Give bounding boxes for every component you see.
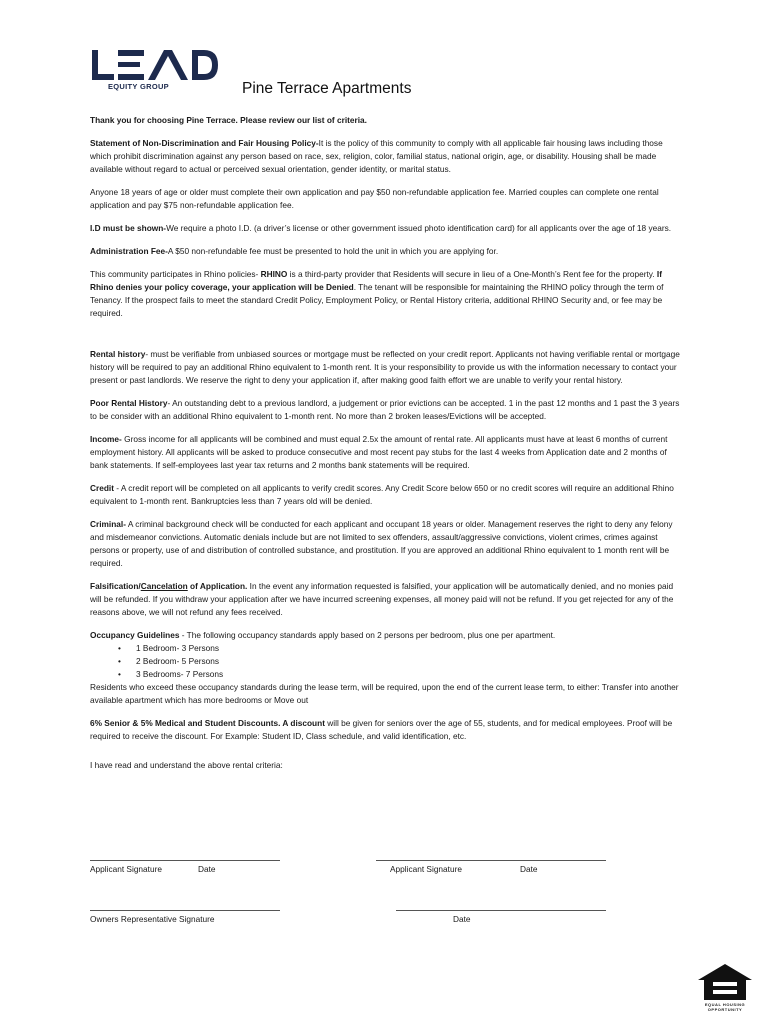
list-item: • 3 Bedrooms- 7 Persons bbox=[90, 668, 686, 681]
poor-rental-history-paragraph: Poor Rental History- An outstanding debt to a previous landlord, a judgement or prior evictions can be accepted. 1 in the past 12 months and 1 past the 3 years to be consider with an additional Rhino equivalent to 1-month rent. No more than 2 broken leases/Evictions will be accepted. bbox=[90, 398, 680, 421]
nondiscrimination-paragraph: Statement of Non-Discrimination and Fair Housing Policy-It is the policy of this community to comply with all applicable fair housing laws including those which prohibit discrimination against any person based on race, sex, religion, color, familial status, national origin, age, or disability. Housing shall be made available without regard to actual or perceived sexual orientation, gender identity, or marital status. bbox=[90, 138, 663, 174]
credit-paragraph: Credit - A credit report will be completed on all applicants to verify credit scores. Any Credit Score below 650 or no credit scores will require an additional Rhino equivalent to 1-month rent. Bankruptcies less than 7 years old will be denied. bbox=[90, 483, 674, 506]
id-paragraph: I.D must be shown-We require a photo I.D. (a driver’s license or other government issued photo identification card) for all applicants over the age of 18 years. bbox=[90, 223, 672, 233]
falsification-paragraph: Falsification/Cancelation of Application. In the event any information requested is falsified, your application will be automatically denied, and no monies paid will be refunded. If you withdraw your application after we have incurred screening expenses, all money paid will not be refund. If you get rejected for any of the reasons above, we will not refund any fees received. bbox=[90, 581, 674, 617]
rental-history-paragraph: Rental history- must be verifiable from unbiased sources or mortgage must be reflected on your credit report. Applicants not having verifiable rental or mortgage history will be required to pay an additional Rhino equivalent to 1-month rent. It is your responsibility to provide us with the information necessary to contact your present or past landlords. We reserve the right to deny your application if, after making good faith effort we are unable to verify your rental history. bbox=[90, 349, 680, 385]
admin-fee-paragraph: Administration Fee-A $50 non-refundable fee must be presented to hold the unit in which you are applying for. bbox=[90, 246, 499, 256]
criteria-document bbox=[90, 114, 686, 782]
applicant-signature-label-2: Applicant Signature bbox=[390, 864, 462, 874]
page-title: Pine Terrace Apartments bbox=[242, 80, 412, 97]
criminal-paragraph: Criminal- A criminal background check will be conducted for each applicant and occupant 18 years or older. Management reserves the right to deny any felony and misdemeanor convictions. Automatic denials include but are not limited to sex offenders, assault/aggressive convictions, violent crimes, crimes against persons or property, use of and distribution of controlled substance, and prostitution. If you are approved an additional Rhino equivalent to 1 month rent will be required. bbox=[90, 519, 673, 568]
date-label-1: Date bbox=[198, 864, 216, 874]
income-paragraph: Income- Gross income for all applicants will be combined and must equal 2.5x the amount of rental rate. All applicants must have at least 6 months of current employment history. All applicants will be asked to produce consecutive and most recent pay stubs for the last 4 weeks from Application date and 2 months of bank statements. If self-employees last year tax returns and 2 months bank statements will be required. bbox=[90, 434, 668, 470]
applicant-signature-label-1: Applicant Signature bbox=[90, 864, 162, 874]
age-paragraph: Anyone 18 years of age or older must complete their own application and pay $50 non-refundable application fee. Married couples can complete one rental application and pay $75 non-refundable application fee. bbox=[90, 187, 659, 210]
applicant-signature-line-2[interactable] bbox=[376, 860, 606, 861]
acknowledge-text: I have read and understand the above rental criteria: bbox=[90, 760, 283, 770]
owner-date-line[interactable] bbox=[396, 910, 606, 911]
list-item: • 2 Bedroom- 5 Persons bbox=[90, 655, 686, 668]
list-item: • 1 Bedroom- 3 Persons bbox=[90, 642, 686, 655]
logo-tagline: EQUITY GROUP bbox=[108, 82, 169, 91]
occupancy-list bbox=[90, 642, 686, 681]
equal-housing-text: EQUAL HOUSING OPPORTUNITY bbox=[704, 1002, 746, 1012]
owner-signature-label: Owners Representative Signature bbox=[90, 914, 215, 924]
intro-text: Thank you for choosing Pine Terrace. Please review our list of criteria. bbox=[90, 115, 367, 125]
owner-signature-line[interactable] bbox=[90, 910, 280, 911]
occupancy-paragraph: Occupancy Guidelines - The following occupancy standards apply based on 2 persons per bedroom, plus one per apartment. bbox=[90, 630, 556, 640]
rhino-paragraph: This community participates in Rhino policies- RHINO is a third-party provider that Residents will secure in lieu of a One-Month’s Rent fee for the property. If Rhino denies your policy coverage, your application will be Denied. The tenant will be responsible for maintaining the RHINO policy through the term of Tenancy. If the prospect fails to meet the standard Credit Policy, Employment Policy, or Rental History criteria, additional RHINO Security and, or fee may be required. bbox=[90, 269, 664, 318]
applicant-signature-line-1[interactable] bbox=[90, 860, 280, 861]
occupancy-after-text: Residents who exceed these occupancy standards during the lease term, will be required, upon the end of the current lease term, to either: Transfer into another available apartment which has more bedrooms or Move out bbox=[90, 682, 679, 705]
discount-paragraph: 6% Senior & 5% Medical and Student Discounts. A discount will be given for seniors over the age of 55, students, and for medical employees. Proof will be required to receive the discount. For Example: Student ID, Class schedule, and valid identification, etc. bbox=[90, 718, 673, 741]
date-label-2: Date bbox=[520, 864, 538, 874]
date-label-3: Date bbox=[453, 914, 471, 924]
